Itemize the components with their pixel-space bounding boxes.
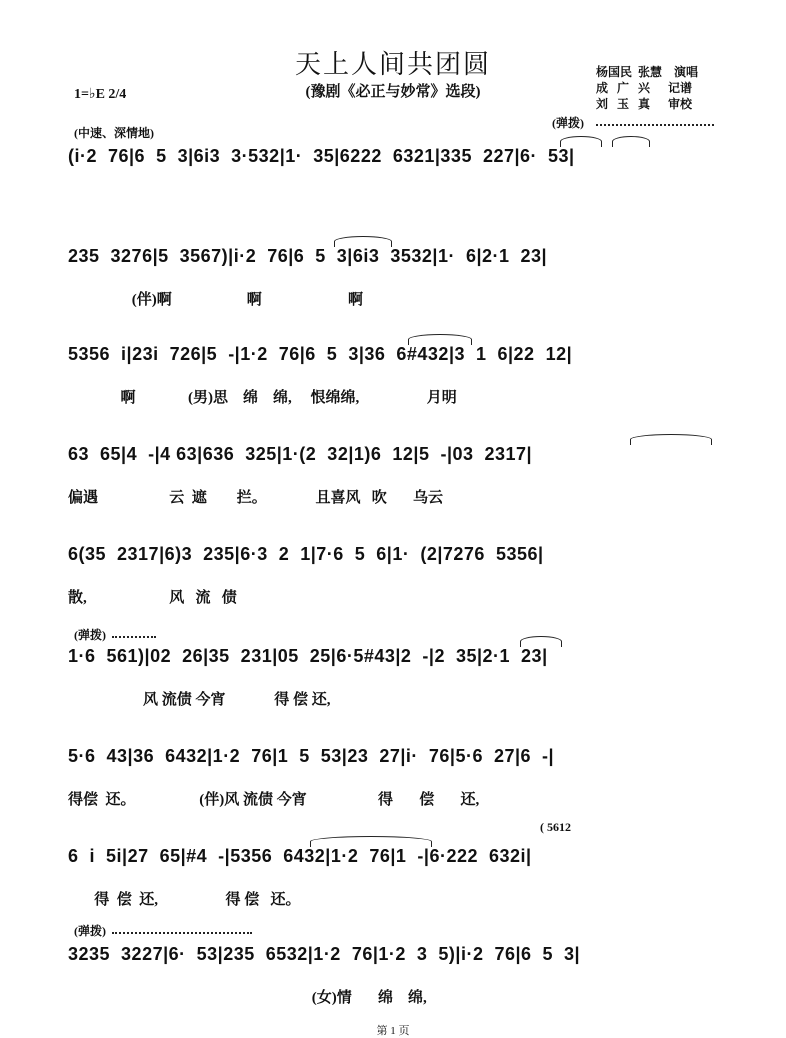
score-row (68, 746, 728, 806)
notation-line: 3235 3227|6· 53|235 6532|1·2 76|1·2 3 5)|i·2 76|6 5 3| (68, 944, 581, 964)
slur-mark (520, 636, 562, 647)
slur-mark (334, 236, 392, 247)
notation-line: (i·2 76|6 5 3|6i3 3·532|1· 35|6222 6321|335 227|6· 53| (68, 146, 575, 166)
lyric-line: 偏遇 云 遮 拦。 且喜风 吹 乌云 (68, 490, 444, 506)
notation-line: 5·6 43|36 6432|1·2 76|1 5 53|23 27|i· 76|5·6 27|6 -| (68, 746, 555, 766)
key-signature: 1=♭E 2/4 (74, 87, 127, 102)
lyric-line: 散, 风 流 债 (68, 590, 237, 606)
score-row (68, 846, 728, 906)
grace-note-annotation: ( 5612 (540, 820, 571, 834)
notation-line: 235 3276|5 3567)|i·2 76|6 5 3|6i3 3532|1· 6|2·1 23| (68, 246, 548, 266)
credit-singers: 杨国民 张慧 演唱 (596, 65, 699, 79)
score-row (68, 646, 728, 706)
slur-mark (560, 136, 602, 147)
credit-transcriber: 成 广 兴 记谱 (596, 81, 693, 95)
notation-line: 5356 i|23i 726|5 -|1·2 76|6 5 3|36 6#432|3 1 6|22 12| (68, 344, 573, 364)
lyric-line: 得 偿 还, 得 偿 还。 (68, 892, 301, 908)
page-number: 第 1 页 (376, 1025, 410, 1037)
tanbo-wavy-line (596, 120, 714, 126)
score-row (68, 444, 728, 504)
song-subtitle: (豫剧《必正与妙常》选段) (305, 84, 481, 100)
slur-mark (310, 836, 432, 847)
lyric-line: 啊 (男)思 绵 绵, 恨绵绵, 月明 (68, 390, 457, 406)
score-row (68, 344, 728, 404)
lyric-line (68, 188, 728, 210)
score-row (68, 944, 728, 1004)
tanbo-mark: (弹拨) (74, 628, 106, 642)
tanbo-wavy-line (112, 928, 252, 934)
notation-line: 6 i 5i|27 65|#4 -|5356 6432|1·2 76|1 -|6·222 632i| (68, 846, 532, 866)
tempo-marking: (中速、深情地) (74, 126, 154, 140)
notation-line: 63 65|4 -|4 63|636 325|1·(2 32|1)6 12|5 -|03 2317| (68, 444, 533, 464)
lyric-line: (伴)啊 啊 啊 (68, 292, 363, 308)
credit-reviewer: 刘 玉 真 审校 (596, 97, 693, 111)
tanbo-mark: (弹拨) (74, 924, 106, 938)
credits (596, 64, 698, 112)
lyric-line: 风 流债 今宵 得 偿 还, (68, 692, 331, 708)
score-row (68, 246, 728, 306)
score-row (68, 146, 728, 206)
slur-mark (408, 334, 472, 345)
lyric-line: (女)情 绵 绵, (68, 990, 427, 1006)
notation-line: 1·6 561)|02 26|35 231|05 25|6·5#43|2 -|2 35|2·1 23| (68, 646, 548, 666)
song-title: 天上人间共团圆 (294, 50, 491, 79)
slur-mark (612, 136, 650, 147)
tanbo-wavy-line (112, 632, 156, 638)
notation-line: 6(35 2317|6)3 235|6·3 2 1|7·6 5 6|1· (2|7276 5356| (68, 544, 544, 564)
slur-mark (630, 434, 712, 445)
lyric-line: 得偿 还。 (伴)风 流债 今宵 得 偿 还, (68, 792, 480, 808)
score-row (68, 544, 728, 604)
tanbo-mark: (弹拨) (552, 116, 584, 130)
